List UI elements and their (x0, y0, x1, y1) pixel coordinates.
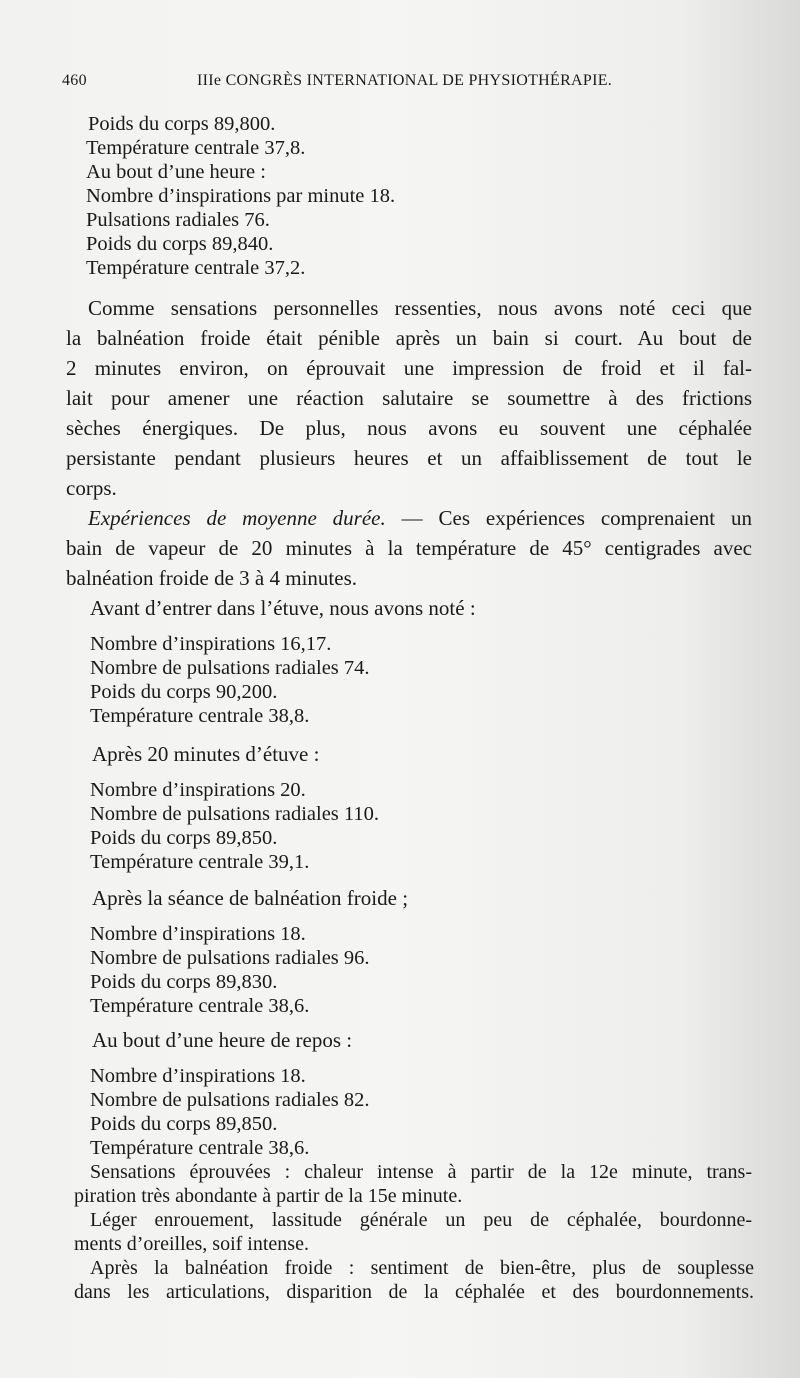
section-heading: Au bout d’une heure de repos : (92, 1028, 353, 1052)
measure-line: Température centrale 38,8. (90, 705, 310, 727)
paragraph-line: Comme sensations personnelles ressenties, nous avons noté ceci que (88, 296, 752, 320)
section-heading: Après 20 minutes d’étuve : (92, 742, 320, 766)
paragraph-line: bain de vapeur de 20 minutes à la température de 45° centigrades avec (66, 536, 752, 560)
measure-line: Nombre d’inspirations par minute 18. (86, 185, 396, 207)
measure-line: Nombre d’inspirations 20. (90, 779, 306, 801)
paragraph-line: Léger enrouement, lassitude générale un peu de céphalée, bourdonne- (90, 1209, 752, 1231)
paragraph-line: balnéation froide de 3 à 4 minutes. (66, 566, 357, 590)
page-number: 460 (62, 72, 87, 89)
measure-line: Nombre de pulsations radiales 96. (90, 947, 370, 969)
measure-line: Nombre d’inspirations 18. (90, 1065, 306, 1087)
measure-line: Température centrale 38,6. (90, 995, 310, 1017)
measure-line: Nombre d’inspirations 18. (90, 923, 306, 945)
measure-line: Nombre de pulsations radiales 74. (90, 657, 370, 679)
paragraph-line: piration très abondante à partir de la 15e minute. (74, 1185, 463, 1207)
running-title: IIIe CONGRÈS INTERNATIONAL DE PHYSIOTHÉRAPIE. (197, 72, 613, 89)
paragraph-line: Après la balnéation froide : sentiment de bien-être, plus de souplesse (90, 1257, 754, 1279)
measure-line: Poids du corps 89,800. (88, 113, 276, 135)
measure-line: Poids du corps 89,840. (86, 233, 274, 255)
paragraph-line: la balnéation froide était pénible après un bain si court. Au bout de (66, 326, 752, 350)
section-heading: Avant d’entrer dans l’étuve, nous avons noté : (90, 596, 476, 620)
page-header (62, 72, 762, 90)
measure-line: Au bout d’une heure : (86, 161, 266, 183)
measure-line: Pulsations radiales 76. (86, 209, 270, 231)
paragraph-line: corps. (66, 476, 117, 500)
paragraph-line: persistante pendant plusieurs heures et un affaiblissement de tout le (66, 446, 752, 470)
measure-line: Poids du corps 89,830. (90, 971, 278, 993)
paragraph-line: 2 minutes environ, on éprouvait une impression de froid et il fal- (66, 356, 752, 380)
measure-line: Température centrale 38,6. (90, 1137, 310, 1159)
paragraph-line (88, 506, 752, 530)
section-heading: Après la séance de balnéation froide ; (92, 886, 409, 910)
paragraph-line: Sensations éprouvées : chaleur intense à partir de la 12e minute, trans- (90, 1161, 752, 1183)
measure-line: Température centrale 39,1. (90, 851, 310, 873)
paragraph-line: ments d’oreilles, soif intense. (74, 1233, 309, 1255)
measure-line: Poids du corps 90,200. (90, 681, 278, 703)
measure-line: Température centrale 37,8. (86, 137, 306, 159)
paragraph-text: — Ces expériences comprenaient un (385, 506, 752, 530)
paragraph-line: sèches énergiques. De plus, nous avons eu souvent une céphalée (66, 416, 752, 440)
paragraph-line: dans les articulations, disparition de la céphalée et des bourdonnements. (74, 1281, 754, 1303)
measure-line: Poids du corps 89,850. (90, 1113, 278, 1135)
measure-line: Nombre de pulsations radiales 82. (90, 1089, 370, 1111)
measure-line: Poids du corps 89,850. (90, 827, 278, 849)
paragraph-line: lait pour amener une réaction salutaire se soumettre à des frictions (66, 386, 752, 410)
section-title: Expériences de moyenne durée. (88, 506, 386, 530)
measure-line: Nombre de pulsations radiales 110. (90, 803, 380, 825)
measure-line: Température centrale 37,2. (86, 257, 306, 279)
measure-line: Nombre d’inspirations 16,17. (90, 633, 332, 655)
